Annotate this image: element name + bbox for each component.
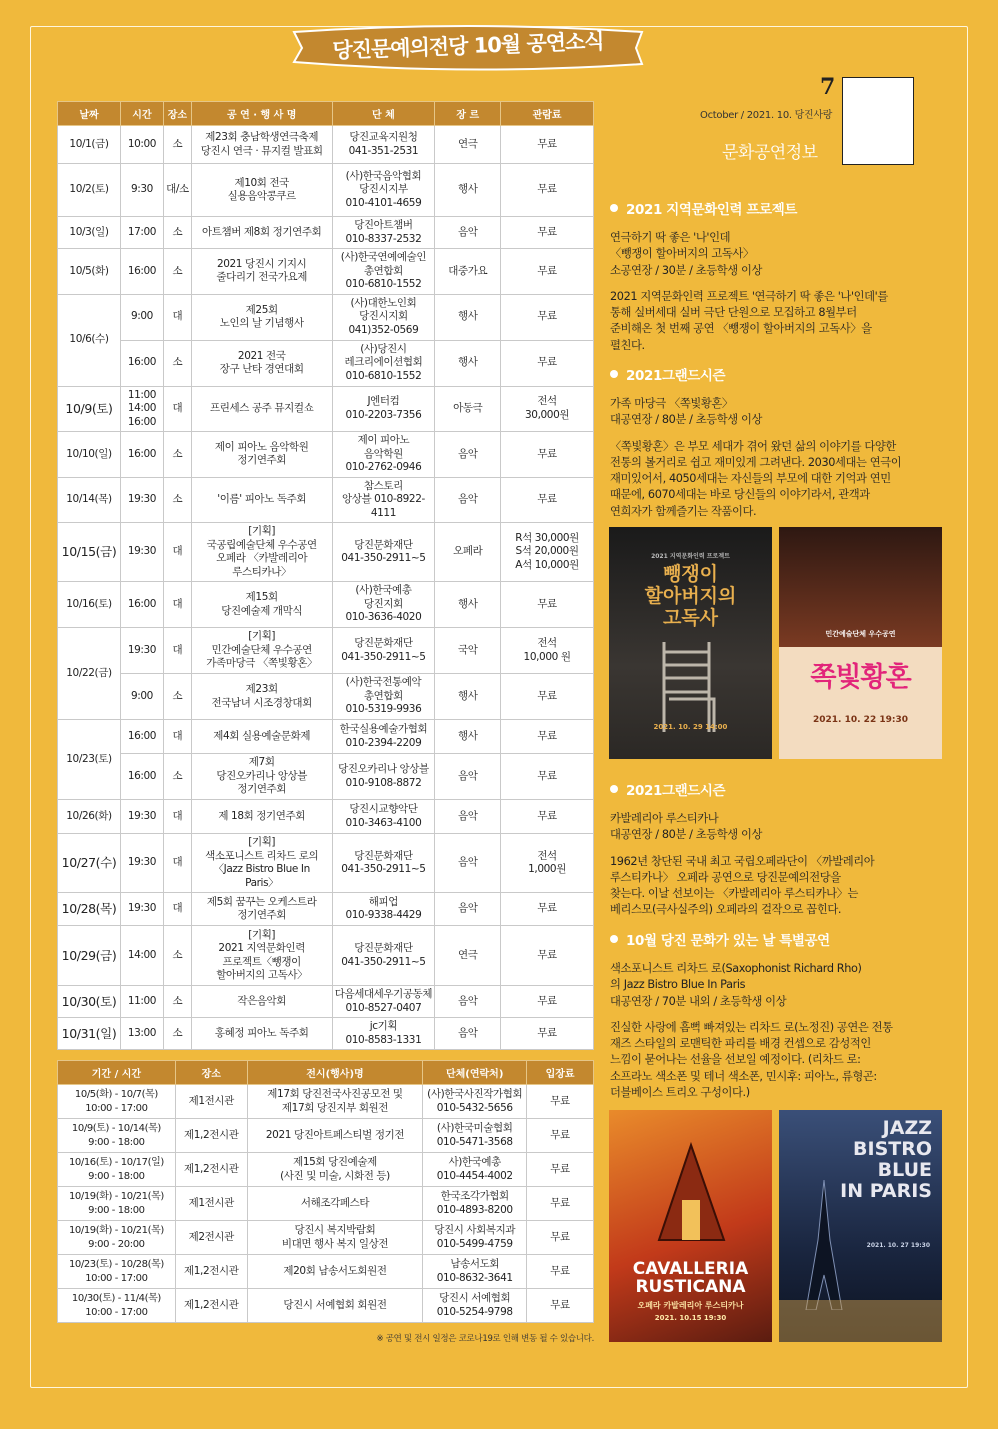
cell-org: 제이 피아노 음악학원 010-2762-0946 — [332, 432, 435, 478]
cell-date: 10/6(수) — [58, 294, 121, 386]
table-row — [58, 1187, 594, 1221]
title-banner — [290, 22, 646, 74]
section-heading: 2021 지역문화인력 프로젝트 — [610, 198, 940, 218]
church-illustration — [644, 1140, 739, 1250]
cell-title: 홍혜정 피아노 독주회 — [191, 1018, 332, 1050]
cell-date: 10/2(토) — [58, 164, 121, 217]
table-row — [58, 1255, 594, 1289]
bullet-icon — [610, 935, 618, 943]
table-row — [58, 628, 594, 674]
cell-time: 16:00 — [120, 249, 163, 295]
section-heading: 10월 당진 문화가 있는 날 특별공연 — [610, 929, 940, 949]
chair-illustration — [649, 637, 729, 737]
col-fee: 입장료 — [527, 1061, 594, 1085]
cell-venue: 대 — [163, 720, 191, 754]
cell-fee: 무료 — [527, 1085, 594, 1119]
cell-org: 당진오카리나 앙상블 010-9108-8872 — [332, 754, 435, 800]
table-row — [58, 1085, 594, 1119]
cell-fee: 무료 — [501, 582, 594, 628]
cell-org: (사)한국사진작가협회 010-5432-5656 — [423, 1085, 527, 1119]
cell-venue: 대 — [163, 834, 191, 893]
cell-title: [기획] 색소포니스트 리차드 로의 〈Jazz Bistro Blue In Paris〉 — [191, 834, 332, 893]
cell-time: 16:00 — [120, 340, 163, 386]
cell-venue: 대 — [163, 386, 191, 432]
cell-title: [기획] 민간예술단체 우수공연 가족마당극 〈쪽빛황혼〉 — [191, 628, 332, 674]
cell-org: 당진문화재단 041-350-2911~5 — [332, 834, 435, 893]
cell-genre: 음악 — [435, 986, 501, 1018]
cell-org: 사)한국예총 010-4454-4002 — [423, 1153, 527, 1187]
table-row — [58, 1018, 594, 1050]
cell-title: 당진시 복지박람회 비대면 행사 복지 일상전 — [247, 1221, 423, 1255]
cell-date: 10/15(금) — [58, 523, 121, 582]
cell-fee: 무료 — [501, 800, 594, 834]
cell-venue: 제1,2전시관 — [175, 1289, 247, 1323]
cell-time: 11:00 — [120, 986, 163, 1018]
cell-time: 16:00 — [120, 432, 163, 478]
cell-date: 10/30(토) — [58, 986, 121, 1018]
col-venue: 장소 — [163, 102, 191, 126]
cell-date: 10/28(목) — [58, 893, 121, 926]
cell-period: 10/16(토) - 10/17(일) 9:00 - 18:00 — [58, 1153, 176, 1187]
poster-jjokbit-hwanghon: 민간예술단체 우수공연 쪽빛황혼 2021. 10. 22 19:30 — [779, 527, 942, 759]
cell-org: 당진문화재단 041-350-2911~5 — [332, 523, 435, 582]
table-row — [58, 523, 594, 582]
cell-org: (사)한국예총 당진지회 010-3636-4020 — [332, 582, 435, 628]
cell-fee: R석 30,000원 S석 20,000원 A석 10,000원 — [501, 523, 594, 582]
cell-venue: 제1,2전시관 — [175, 1119, 247, 1153]
poster-jazz-bistro: JAZZ BISTRO BLUE IN PARIS 2021. 10. 27 19:30 — [779, 1110, 942, 1342]
table-row — [58, 477, 594, 523]
cell-org: 다음세대세우기공동체 010-8527-0407 — [332, 986, 435, 1018]
cell-date: 10/5(화) — [58, 249, 121, 295]
cell-genre: 행사 — [435, 340, 501, 386]
table-row — [58, 582, 594, 628]
cell-venue: 소 — [163, 674, 191, 720]
cell-period: 10/19(화) - 10/21(목) 9:00 - 18:00 — [58, 1187, 176, 1221]
cell-date: 10/9(토) — [58, 386, 121, 432]
cell-org: 해피업 010-9338-4429 — [332, 893, 435, 926]
cell-date: 10/1(금) — [58, 126, 121, 164]
cell-venue: 제2전시관 — [175, 1221, 247, 1255]
cell-fee: 무료 — [527, 1119, 594, 1153]
section-heading: 2021그랜드시즌 — [610, 364, 940, 384]
cell-org: 당진문화재단 041-350-2911~5 — [332, 628, 435, 674]
table-row — [58, 126, 594, 164]
cell-title: 제15회 당진예술제 (사진 및 미술, 시화전 등) — [247, 1153, 423, 1187]
table-row — [58, 164, 594, 217]
page-number: 7 — [820, 74, 836, 100]
cell-fee: 무료 — [501, 754, 594, 800]
cell-time: 19:30 — [120, 628, 163, 674]
section-info: 가족 마당극 〈쪽빛황혼〉 대공연장 / 80분 / 초등학생 이상 — [610, 397, 762, 427]
cell-date: 10/27(수) — [58, 834, 121, 893]
cell-time: 19:30 — [120, 893, 163, 926]
cell-time: 19:30 — [120, 477, 163, 523]
cell-fee: 무료 — [501, 432, 594, 478]
cell-time: 17:00 — [120, 217, 163, 249]
cell-venue: 소 — [163, 340, 191, 386]
cell-venue: 제1전시관 — [175, 1085, 247, 1119]
table-row — [58, 1153, 594, 1187]
table-row — [58, 800, 594, 834]
table-row — [58, 986, 594, 1018]
cell-genre: 음악 — [435, 1018, 501, 1050]
bullet-icon — [610, 785, 618, 793]
cell-genre: 연극 — [435, 926, 501, 986]
cell-period: 10/9(토) - 10/14(목) 9:00 - 18:00 — [58, 1119, 176, 1153]
table-row — [58, 1119, 594, 1153]
cell-fee: 무료 — [501, 893, 594, 926]
cell-venue: 소 — [163, 126, 191, 164]
performance-table — [57, 101, 594, 1050]
cell-genre: 음악 — [435, 477, 501, 523]
table-row — [58, 926, 594, 986]
cell-org: J엔터컴 010-2203-7356 — [332, 386, 435, 432]
col-venue: 장소 — [175, 1061, 247, 1085]
cell-title: 당진시 서예협회 회원전 — [247, 1289, 423, 1323]
table-row — [58, 1221, 594, 1255]
section-regional-project — [610, 198, 940, 364]
poster-cavalleria: CAVALLERIA RUSTICANA 오페라 카발레리아 루스티카나 2021. 10.15 19:30 — [609, 1110, 772, 1342]
cell-fee: 무료 — [527, 1289, 594, 1323]
cell-date: 10/16(토) — [58, 582, 121, 628]
cell-org: (사)한국연예예술인 총연합회 010-6810-1552 — [332, 249, 435, 295]
cell-genre: 아동극 — [435, 386, 501, 432]
cell-venue: 소 — [163, 217, 191, 249]
table-row — [58, 893, 594, 926]
col-org: 단체(연락처) — [423, 1061, 527, 1085]
cell-venue: 소 — [163, 1018, 191, 1050]
cell-title: [기획] 국공립예술단체 우수공연 오페라 〈카발레리아 루스티카나〉 — [191, 523, 332, 582]
cell-venue: 소 — [163, 477, 191, 523]
cell-time: 13:00 — [120, 1018, 163, 1050]
cell-period: 10/30(토) - 11/4(목) 10:00 - 17:00 — [58, 1289, 176, 1323]
cell-fee: 전석 10,000 원 — [501, 628, 594, 674]
cell-venue: 소 — [163, 432, 191, 478]
cell-venue: 소 — [163, 926, 191, 986]
exhibition-table — [57, 1060, 594, 1323]
col-title: 공 연 · 행 사 명 — [191, 102, 332, 126]
cell-venue: 대 — [163, 523, 191, 582]
cell-title: 2021 당진아트페스티벌 정기전 — [247, 1119, 423, 1153]
cell-time: 11:00 14:00 16:00 — [120, 386, 163, 432]
blank-box — [842, 77, 914, 165]
cell-fee: 무료 — [501, 249, 594, 295]
table-row — [58, 340, 594, 386]
table-row — [58, 1289, 594, 1323]
section-heading: 2021그랜드시즌 — [610, 779, 940, 799]
section-info: 카발레리아 루스티카나 대공연장 / 80분 / 초등학생 이상 — [610, 812, 762, 842]
cell-time: 10:00 — [120, 126, 163, 164]
cell-fee: 무료 — [501, 294, 594, 340]
table-row — [58, 432, 594, 478]
cell-title: 제7회 당진오카리나 앙상블 정기연주회 — [191, 754, 332, 800]
cell-title: 제10회 전국 실용음악콩쿠르 — [191, 164, 332, 217]
cell-date: 10/3(일) — [58, 217, 121, 249]
table-row — [58, 754, 594, 800]
cell-org: (사)대한노인회 당진시지회 041)352-0569 — [332, 294, 435, 340]
cell-genre: 국악 — [435, 628, 501, 674]
section-label: 문화공연정보 — [722, 143, 818, 163]
cell-date: 10/29(금) — [58, 926, 121, 986]
cell-period: 10/5(화) - 10/7(목) 10:00 - 17:00 — [58, 1085, 176, 1119]
poster-title: CAVALLERIA RUSTICANA — [632, 1259, 749, 1297]
cell-org: 당진아트챔버 010-8337-2532 — [332, 217, 435, 249]
cell-title: 2021 전국 장구 난타 경연대회 — [191, 340, 332, 386]
cell-venue: 대/소 — [163, 164, 191, 217]
cell-venue: 대 — [163, 800, 191, 834]
cell-genre: 음악 — [435, 800, 501, 834]
cell-time: 9:00 — [120, 294, 163, 340]
col-org: 단 체 — [332, 102, 435, 126]
cell-org: (사)당진시 레크리에이션협회 010-6810-1552 — [332, 340, 435, 386]
cell-period: 10/19(화) - 10/21(목) 9:00 - 20:00 — [58, 1221, 176, 1255]
cell-org: (사)한국미술협회 010-5471-3568 — [423, 1119, 527, 1153]
cell-fee: 무료 — [501, 674, 594, 720]
cell-fee: 전석 1,000원 — [501, 834, 594, 893]
bullet-icon — [610, 204, 618, 212]
cell-title: 제4회 실용예술문화제 — [191, 720, 332, 754]
poster-title: 쪽빛황혼 — [810, 662, 911, 693]
cell-venue: 대 — [163, 294, 191, 340]
cell-time: 9:00 — [120, 674, 163, 720]
page-subtitle: October / 2021. 10. 당진사랑 — [700, 110, 833, 121]
table-header-row — [58, 102, 594, 126]
cell-fee: 무료 — [501, 720, 594, 754]
cell-title: '이름' 피아노 독주회 — [191, 477, 332, 523]
col-genre: 장 르 — [435, 102, 501, 126]
cell-org: 당진교육지원청 041-351-2531 — [332, 126, 435, 164]
cell-title: 제17회 당진전국사진공모전 및 제17회 당진지부 회원전 — [247, 1085, 423, 1119]
cell-fee: 무료 — [527, 1255, 594, 1289]
table-row — [58, 674, 594, 720]
col-time: 시간 — [120, 102, 163, 126]
cell-org: 당진시교향악단 010-3463-4100 — [332, 800, 435, 834]
poster-title: 뺑쟁이 할아버지의 고독사 — [644, 563, 737, 629]
section-desc: 2021 지역문화인력 프로젝트 '연극하기 딱 좋은 '나'인데'를 통해 실버세대 실버 극단 단원으로 모집하고 8월부터 준비해온 첫 번째 공연 〈뺑쟁이 할아버지의 고독사〉을 펼친다. — [610, 289, 888, 352]
col-date: 날짜 — [58, 102, 121, 126]
cell-venue: 대 — [163, 582, 191, 628]
cell-date: 10/10(일) — [58, 432, 121, 478]
cell-fee: 전석 30,000원 — [501, 386, 594, 432]
cell-genre: 행사 — [435, 674, 501, 720]
cell-org: jc기획 010-8583-1331 — [332, 1018, 435, 1050]
section-desc: 1962년 창단된 국내 최고 국립오페라단이 〈까발레리아 루스티카나〉 오페라 공연으로 당진문예의전당을 찾는다. 이날 선보이는 〈카발레리아 루스티카나〉는 베리스모(극사실주의) 오페라의 걸작으로 꼽힌다. — [610, 854, 875, 917]
cell-genre: 오페라 — [435, 523, 501, 582]
cell-org: (사)한국전통예악 총연합회 010-5319-9936 — [332, 674, 435, 720]
cell-time: 14:00 — [120, 926, 163, 986]
cell-genre: 음악 — [435, 754, 501, 800]
col-period: 기간 / 시간 — [58, 1061, 176, 1085]
table-row — [58, 294, 594, 340]
cell-genre: 음악 — [435, 834, 501, 893]
section-desc: 진실한 사랑에 흠뻑 빠져있는 리차드 로(노정진) 공연은 전통 재즈 스타일의 로맨틱한 파리를 배경 컨셉으로 감성적인 느낌이 묻어나는 선율을 선보일 예정이다. (리차드 로: 소프라노 색소폰 및 테너 색소폰, 민시후: 피아노, 류형곤: 더블베이스 트리오 구성이다.) — [610, 1020, 893, 1100]
cell-org: 한국실용예술가협회 010-2394-2209 — [332, 720, 435, 754]
table-header-row — [58, 1061, 594, 1085]
cell-title: 2021 당진시 기지시 줄다리기 전국가요제 — [191, 249, 332, 295]
cell-date: 10/26(화) — [58, 800, 121, 834]
cell-venue: 대 — [163, 893, 191, 926]
cell-venue: 소 — [163, 754, 191, 800]
cell-org: 참스토리 앙상블 010-8922-4111 — [332, 477, 435, 523]
bullet-icon — [610, 370, 618, 378]
cell-genre: 행사 — [435, 294, 501, 340]
cell-time: 9:30 — [120, 164, 163, 217]
cell-genre: 음악 — [435, 893, 501, 926]
section-info: 연극하기 딱 좋은 '나'인데 〈뺑쟁이 할아버지의 고독사〉 소공연장 / 30분 / 초등학생 이상 — [610, 231, 762, 277]
col-fee: 관람료 — [501, 102, 594, 126]
cell-title: 제25회 노인의 날 기념행사 — [191, 294, 332, 340]
section-info: 색소포니스트 리차드 로(Saxophonist Richard Rho) 의 Jazz Bistro Blue In Paris 대공연장 / 70분 내외 / 초등학생 이상 — [610, 962, 862, 1008]
cell-date: 10/22(금) — [58, 628, 121, 720]
cell-title: 서해조각페스타 — [247, 1187, 423, 1221]
cell-time: 19:30 — [120, 800, 163, 834]
cell-venue: 소 — [163, 986, 191, 1018]
cell-title: 제이 피아노 음악학원 정기연주회 — [191, 432, 332, 478]
cell-venue: 제1전시관 — [175, 1187, 247, 1221]
covid-note: ※ 공연 및 전시 일정은 코로나19로 인해 변동 될 수 있습니다. — [376, 1334, 594, 1344]
cell-fee: 무료 — [501, 126, 594, 164]
cell-genre: 행사 — [435, 582, 501, 628]
table-row — [58, 386, 594, 432]
cell-venue: 대 — [163, 628, 191, 674]
cell-fee: 무료 — [501, 340, 594, 386]
cell-title: [기획] 2021 지역문화인력 프로젝트〈뺑쟁이 할아버지의 고독사〉 — [191, 926, 332, 986]
cell-org: 당진시 서예협회 010-5254-9798 — [423, 1289, 527, 1323]
cell-fee: 무료 — [527, 1221, 594, 1255]
cell-date: 10/31(일) — [58, 1018, 121, 1050]
cell-title: 프린세스 공주 뮤지컬쇼 — [191, 386, 332, 432]
table-row — [58, 834, 594, 893]
cell-time: 19:30 — [120, 834, 163, 893]
table-row — [58, 720, 594, 754]
cell-date: 10/14(목) — [58, 477, 121, 523]
cell-fee: 무료 — [527, 1153, 594, 1187]
cell-genre: 음악 — [435, 432, 501, 478]
cell-title: 제15회 당진예술제 개막식 — [191, 582, 332, 628]
cell-time: 16:00 — [120, 582, 163, 628]
section-grand-season-1 — [610, 364, 940, 530]
cell-org: 한국조각가협회 010-4893-8200 — [423, 1187, 527, 1221]
table-row — [58, 217, 594, 249]
cell-venue: 제1,2전시관 — [175, 1255, 247, 1289]
cell-title: 제20회 남송서도회원전 — [247, 1255, 423, 1289]
table-row — [58, 249, 594, 295]
section-desc: 〈쪽빛황혼〉은 부모 세대가 겪어 왔던 삶의 이야기를 다양한 전통의 볼거리로 쉽고 재미있게 그려낸다. 2030세대는 연극이 재미있어서, 4050세대는 자신들의 부모에 대한 기억과 연민 때문에, 6070세대는 바로 당신들의 이야기라서, 관객과 연희자가 함께즐기는 작품이다. — [610, 439, 902, 518]
cell-org: (사)한국음악협회 당진시지부 010-4101-4659 — [332, 164, 435, 217]
poster-old-man-play: 2021 지역문화인력 프로젝트 뺑쟁이 할아버지의 고독사 2021. 10. 29 14:00 — [609, 527, 772, 759]
col-title: 전시(행사)명 — [247, 1061, 423, 1085]
cell-genre: 행사 — [435, 720, 501, 754]
cell-fee: 무료 — [501, 1018, 594, 1050]
cell-time: 16:00 — [120, 754, 163, 800]
cell-venue: 제1,2전시관 — [175, 1153, 247, 1187]
cell-org: 당진시 사회복지과 010-5499-4759 — [423, 1221, 527, 1255]
cell-time: 16:00 — [120, 720, 163, 754]
cell-title: 제5회 꿈꾸는 오케스트라 정기연주회 — [191, 893, 332, 926]
cell-title: 제23회 전국남녀 시조경창대회 — [191, 674, 332, 720]
cell-org: 당진문화재단 041-350-2911~5 — [332, 926, 435, 986]
cell-title: 아트챔버 제8회 정기연주회 — [191, 217, 332, 249]
cell-title: 작은음악회 — [191, 986, 332, 1018]
cell-fee: 무료 — [501, 926, 594, 986]
cell-period: 10/23(토) - 10/28(목) 10:00 - 17:00 — [58, 1255, 176, 1289]
cell-date: 10/23(토) — [58, 720, 121, 800]
cell-fee: 무료 — [527, 1187, 594, 1221]
poster-title: JAZZ BISTRO BLUE IN PARIS — [840, 1117, 932, 1202]
cell-fee: 무료 — [501, 477, 594, 523]
section-special-performance — [610, 929, 940, 1111]
cell-genre: 연극 — [435, 126, 501, 164]
cell-fee: 무료 — [501, 217, 594, 249]
section-grand-season-2 — [610, 779, 940, 929]
cell-genre: 음악 — [435, 217, 501, 249]
cell-genre: 대중가요 — [435, 249, 501, 295]
cell-title: 제 18회 정기연주회 — [191, 800, 332, 834]
cell-org: 남송서도회 010-8632-3641 — [423, 1255, 527, 1289]
cell-genre: 행사 — [435, 164, 501, 217]
cell-venue: 소 — [163, 249, 191, 295]
cell-title: 제23회 충남학생연극축제 당진시 연극 · 뮤지컬 발표회 — [191, 126, 332, 164]
banner-title: 당진문예의전당 10월 공연소식 — [332, 29, 605, 63]
cell-time: 19:30 — [120, 523, 163, 582]
cell-fee: 무료 — [501, 164, 594, 217]
cell-fee: 무료 — [501, 986, 594, 1018]
